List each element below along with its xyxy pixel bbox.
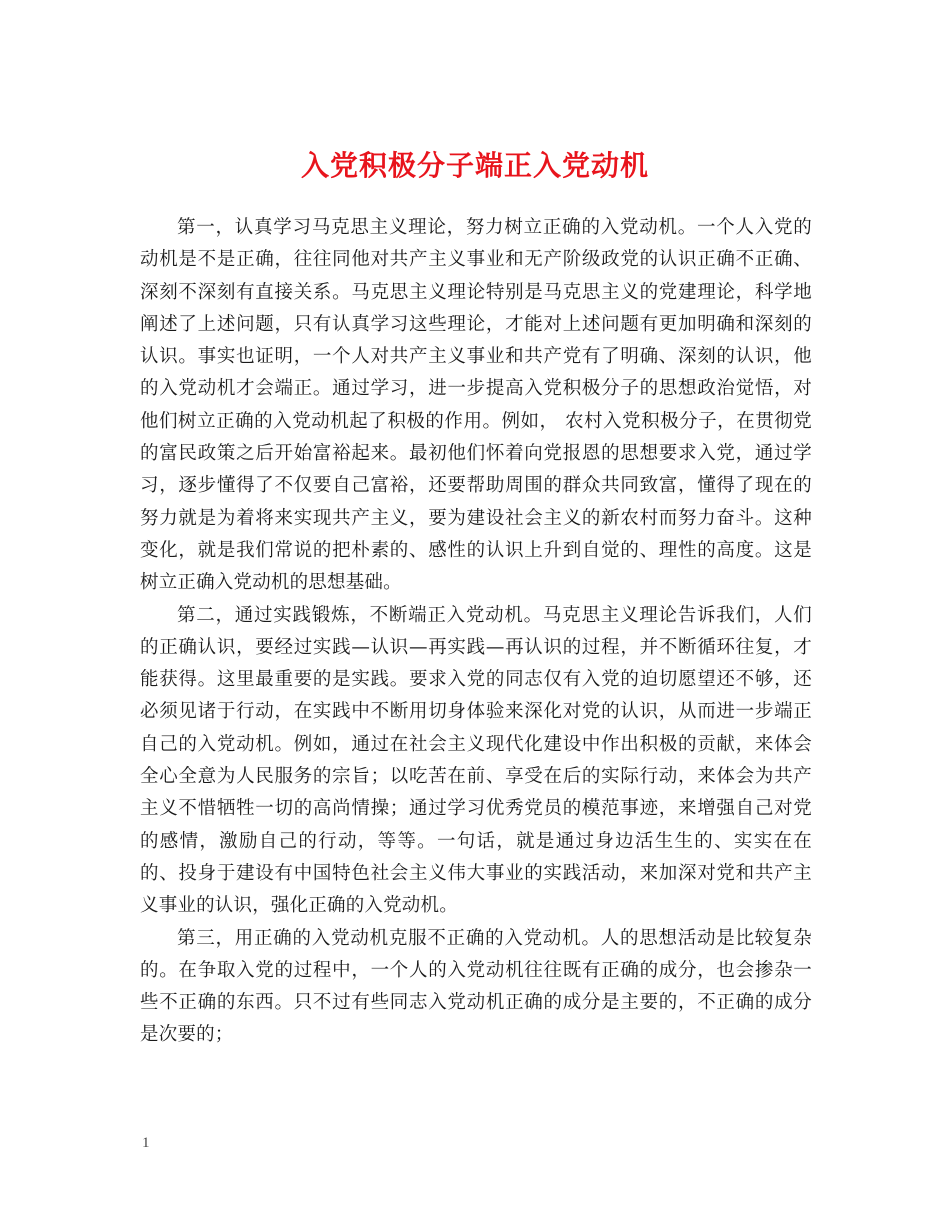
page-number: 1 <box>142 1135 150 1151</box>
document-title: 入党积极分子端正入党动机 <box>300 148 649 182</box>
paragraph-1: 第一，认真学习马克思主义理论，努力树立正确的入党动机。一个人入党的动机是不是正确，往往同他对共产主义事业和无产阶级政党的认识正确不正确、深刻不深刻有直接关系。马克思主义理论特别是马克思主义的党建理论，科学地阐述了上述问题，只有认真学习这些理论，才能对上述问题有更加明确和深刻的认识。事实也证明，一个人对共产主义事业和共产党有了明确、深刻的认识，他的入党动机才会端正。通过学习，进一步提高入党积极分子的思想政治觉悟，对他们树立正确的入党动机起了积极的作用。例如， 农村入党积极分子，在贯彻党的富民政策之后开始富裕起来。最初他们怀着向党报恩的思想要求入党，通过学习，逐步懂得了不仅要自己富裕，还要帮助周围的群众共同致富，懂得了现在的努力就是为着将来实现共产主义，要为建设社会主义的新农村而努力奋斗。这种变化，就是我们常说的把朴素的、感性的认识上升到自觉的、理性的高度。这是树立正确入党动机的思想基础。 <box>140 217 812 594</box>
paragraph-3: 第三，用正确的入党动机克服不正确的入党动机。人的思想活动是比较复杂的。在争取入党的过程中，一个人的入党动机往往既有正确的成分，也会掺杂一些不正确的东西。只不过有些同志入党动机正确的成分是主要的，不正确的成分是次要的； <box>140 927 812 1046</box>
paragraph-2: 第二，通过实践锻炼，不断端正入党动机。马克思主义理论告诉我们，人们的正确认识，要经过实践—认识—再实践—再认识的过程，并不断循环往复，才能获得。这里最重要的是实践。要求入党的同志仅有入党的迫切愿望还不够，还必须见诸于行动，在实践中不断用切身体验来深化对党的认识，从而进一步端正自己的入党动机。例如，通过在社会主义现代化建设中作出积极的贡献，来体会全心全意为人民服务的宗旨；以吃苦在前、享受在后的实际行动，来体会为共产主义不惜牺牲一切的高尚情操；通过学习优秀党员的模范事迹，来增强自己对党的感情，激励自己的行动，等等。一句话，就是通过身边活生生的、实实在在的、投身于建设有中国特色社会主义伟大事业的实践活动，来加深对党和共产主义事业的认识，强化正确的入党动机。 <box>140 604 812 917</box>
document-body <box>140 212 812 1052</box>
